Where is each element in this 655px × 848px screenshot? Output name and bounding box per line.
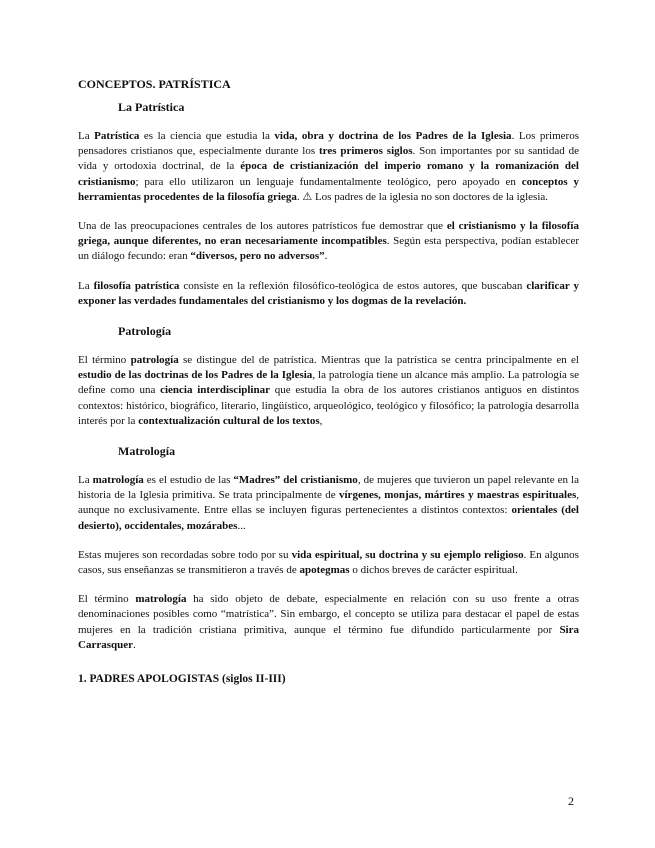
paragraph-termino-matrologia: El término matrología ha sido objeto de debate, especialmente en relación con su uso frente a otras denominaciones posibles como “matrística”. Sin embargo, el concepto se utiliza para destacar el papel de estas mujeres en la tradición cristiana primitiva, aunque el término fue difundido particularmente por Sira Carrasquer.: [78, 593, 579, 651]
heading-matrologia: Matrología: [118, 444, 176, 459]
paragraph-filosofia-patristica: La filosofía patrística consiste en la reflexión filosófico-teológica de estos autores, que buscaban clarificar y exponer las verdades fundamentales del cristianismo y los dogmas de la revelación.: [78, 279, 579, 307]
paragraph-preocupaciones: Una de las preocupaciones centrales de los autores patrísticos fue demostrar que el cristianismo y la filosofía griega, aunque diferentes, no eran necesariamente incompatibles. Según esta perspectiva, podían establecer un diálogo fecundo: eran “diversos, pero no adversos”.: [78, 220, 579, 263]
paragraph-mujeres-recordadas: Estas mujeres son recordadas sobre todo por su vida espiritual, su doctrina y su ejemplo religioso. En algunos casos, sus enseñanzas se transmitieron a través de apotegmas o dichos breves de carácter espiritual.: [78, 548, 579, 577]
paragraph-patristica-definition: La Patrística es la ciencia que estudia la vida, obra y doctrina de los Padres de la Iglesia. Los primeros pensadores cristianos que, especialmente durante los tres primeros siglos. Son importantes por su santidad de vida y ortodoxia doctrinal, de la época de cristianización del imperio romano y la romanización del cristianismo; para ello utilizaron un lenguaje fundamentalmente teológico, pero apoyado en conceptos y herramientas procedentes de la filosofía griega. ⚠ Los padres de la iglesia no son doctores de la iglesia.: [78, 130, 580, 203]
page-number: 2: [568, 794, 574, 808]
page-content: [78, 76, 579, 687]
section-heading-padres-apologistas: 1. PADRES APOLOGISTAS (siglos II-III): [78, 673, 286, 686]
heading-patrologia: Patrología: [118, 324, 172, 339]
paragraph-matrologia: La matrología es el estudio de las “Madres” del cristianismo, de mujeres que tuvieron un papel relevante en la historia de la Iglesia primitiva. Se trata principalmente de vírgenes, monjas, mártires y maestras espirituales, aunque no exclusivamente. Entre ellas se incluyen figuras pertenecientes a distintos contextos: orientales (del desierto), occidentales, mozárabes...: [78, 474, 579, 532]
paragraph-patrologia: El término patrología se distingue del de patrística. Mientras que la patrística se centra principalmente en el estudio de las doctrinas de los Padres de la Iglesia, la patrología tiene un alcance más amplio. La patrología se define como una ciencia interdisciplinar que estudia la obra de los autores cristianos antiguos en distintos contextos: histórico, biográfico, literario, lingüístico, arqueológico, teológico y filosófico; la patrología desarrolla interés por la contextualización cultural de los textos,: [78, 354, 580, 427]
heading-patristica: La Patrística: [118, 100, 185, 114]
document-title: CONCEPTOS. PATRÍSTICA: [78, 77, 231, 91]
